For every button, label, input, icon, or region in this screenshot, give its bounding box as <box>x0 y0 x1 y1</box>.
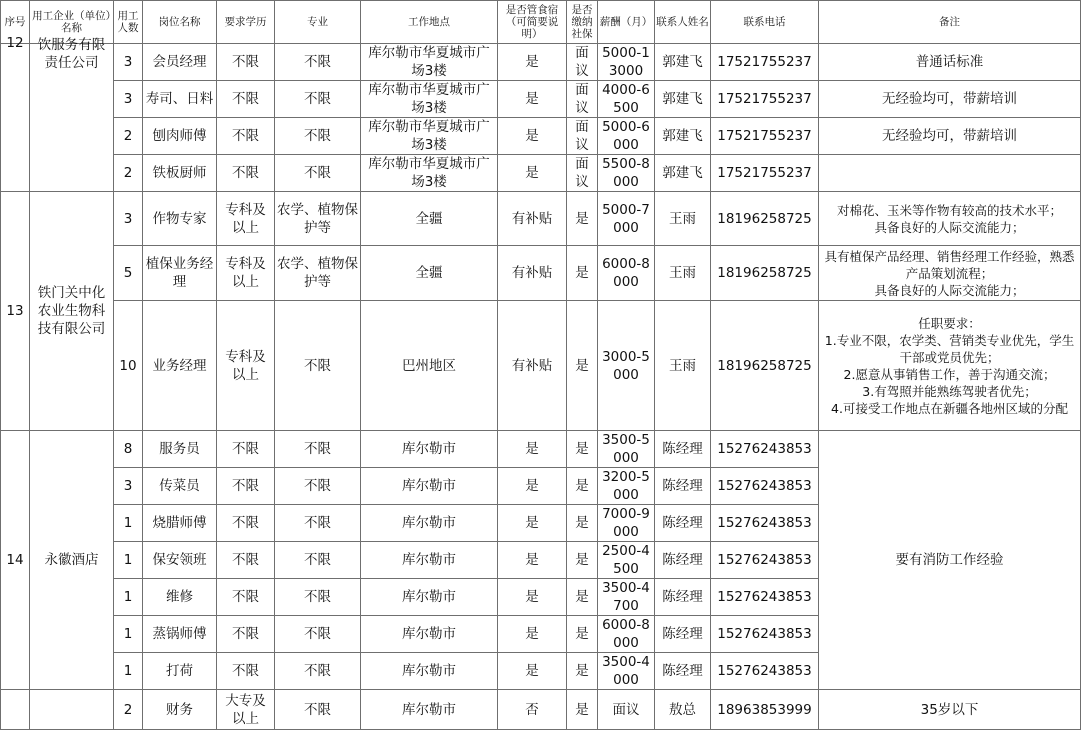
major-cell: 不限 <box>275 118 361 155</box>
salary-cell: 3500-4000 <box>598 653 655 690</box>
position-cell: 寿司、日料 <box>143 81 217 118</box>
phone-cell: 15276243853 <box>711 616 819 653</box>
position-cell: 会员经理 <box>143 44 217 81</box>
phone-cell: 17521755237 <box>711 44 819 81</box>
location-cell: 巴州地区 <box>361 301 498 431</box>
board-cell: 是 <box>498 81 567 118</box>
location-cell: 库尔勒市华夏城市广场3楼 <box>361 44 498 81</box>
location-cell: 库尔勒市华夏城市广场3楼 <box>361 118 498 155</box>
major-cell: 不限 <box>275 301 361 431</box>
education-cell: 不限 <box>217 468 275 505</box>
salary-cell: 3500-4700 <box>598 579 655 616</box>
board-cell: 否 <box>498 690 567 730</box>
location-cell: 库尔勒市 <box>361 579 498 616</box>
contact-cell: 郭建飞 <box>655 118 711 155</box>
insurance-cell: 是 <box>567 431 598 468</box>
company-cell <box>30 690 114 730</box>
count-cell: 5 <box>114 246 143 301</box>
education-cell: 专科及以上 <box>217 301 275 431</box>
company-cell: 铁门关中化农业生物科技有限公司 <box>30 192 114 431</box>
salary-cell: 4000-6500 <box>598 81 655 118</box>
remark-cell: 要有消防工作经验 <box>819 431 1081 690</box>
education-cell: 专科及以上 <box>217 246 275 301</box>
count-cell: 2 <box>114 118 143 155</box>
table-row <box>1 81 1081 118</box>
remark-cell: 无经验均可，带薪培训 <box>819 81 1081 118</box>
salary-cell: 3500-5000 <box>598 431 655 468</box>
major-cell: 不限 <box>275 542 361 579</box>
header-education: 要求学历 <box>217 1 275 44</box>
education-cell: 不限 <box>217 431 275 468</box>
insurance-cell: 面议 <box>567 81 598 118</box>
remark-cell: 任职要求： 1.专业不限，农学类、营销类专业优先，学生干部或党员优先； 2.愿意从事销售工作，善于沟通交流； 3.有驾照并能熟练驾驶者优先； 4.可接受工作地点在新疆各地州区域的分配 <box>819 301 1081 431</box>
position-cell: 烧腊师傅 <box>143 505 217 542</box>
major-cell: 不限 <box>275 690 361 730</box>
count-cell: 3 <box>114 81 143 118</box>
position-cell: 业务经理 <box>143 301 217 431</box>
count-cell: 3 <box>114 44 143 81</box>
major-cell: 不限 <box>275 81 361 118</box>
salary-cell: 5500-8000 <box>598 155 655 192</box>
header-contact: 联系人姓名 <box>655 1 711 44</box>
position-cell: 蒸锅师傅 <box>143 616 217 653</box>
location-cell: 库尔勒市 <box>361 431 498 468</box>
position-cell: 维修 <box>143 579 217 616</box>
seq-cell <box>1 690 30 730</box>
salary-cell: 5000-7000 <box>598 192 655 246</box>
table-row <box>1 118 1081 155</box>
major-cell: 不限 <box>275 579 361 616</box>
board-cell: 是 <box>498 118 567 155</box>
major-cell: 不限 <box>275 155 361 192</box>
count-cell: 1 <box>114 579 143 616</box>
phone-cell: 17521755237 <box>711 81 819 118</box>
insurance-cell: 是 <box>567 616 598 653</box>
salary-cell: 面议 <box>598 690 655 730</box>
major-cell: 农学、植物保护等 <box>275 246 361 301</box>
contact-cell: 王雨 <box>655 192 711 246</box>
phone-cell: 15276243853 <box>711 505 819 542</box>
position-cell: 服务员 <box>143 431 217 468</box>
position-cell: 财务 <box>143 690 217 730</box>
count-cell: 2 <box>114 155 143 192</box>
location-cell: 全疆 <box>361 192 498 246</box>
insurance-cell: 是 <box>567 468 598 505</box>
contact-cell: 敖总 <box>655 690 711 730</box>
count-cell: 8 <box>114 431 143 468</box>
table-row <box>1 301 1081 431</box>
remark-cell: 普通话标准 <box>819 44 1081 81</box>
header-insurance: 是否缴纳社保 <box>567 1 598 44</box>
education-cell: 专科及以上 <box>217 192 275 246</box>
board-cell: 是 <box>498 44 567 81</box>
contact-cell: 陈经理 <box>655 616 711 653</box>
location-cell: 库尔勒市华夏城市广场3楼 <box>361 81 498 118</box>
header-seq: 序号 <box>1 1 30 44</box>
contact-cell: 陈经理 <box>655 468 711 505</box>
board-cell: 有补贴 <box>498 192 567 246</box>
count-cell: 3 <box>114 192 143 246</box>
position-cell: 植保业务经理 <box>143 246 217 301</box>
salary-cell: 5000-13000 <box>598 44 655 81</box>
remark-cell <box>819 155 1081 192</box>
education-cell: 不限 <box>217 118 275 155</box>
position-cell: 保安领班 <box>143 542 217 579</box>
board-cell: 是 <box>498 579 567 616</box>
major-cell: 不限 <box>275 505 361 542</box>
education-cell: 不限 <box>217 44 275 81</box>
count-cell: 1 <box>114 505 143 542</box>
count-cell: 3 <box>114 468 143 505</box>
company-text <box>32 36 111 72</box>
major-cell: 不限 <box>275 44 361 81</box>
salary-cell: 2500-4500 <box>598 542 655 579</box>
remark-cell: 对棉花、玉米等作物有较高的技术水平； 具备良好的人际交流能力； <box>819 192 1081 246</box>
salary-cell: 3000-5000 <box>598 301 655 431</box>
table-row <box>1 246 1081 301</box>
header-remark: 备注 <box>819 1 1081 44</box>
phone-cell: 18196258725 <box>711 301 819 431</box>
company-line-tail: 责任公司 <box>44 55 99 71</box>
position-cell: 刨肉师傅 <box>143 118 217 155</box>
board-cell: 是 <box>498 542 567 579</box>
seq-cell: 14 <box>1 431 30 690</box>
education-cell: 不限 <box>217 579 275 616</box>
major-cell: 不限 <box>275 653 361 690</box>
insurance-cell: 是 <box>567 542 598 579</box>
salary-cell: 6000-8000 <box>598 246 655 301</box>
header-company: 用工企业（单位）名称 <box>30 1 114 44</box>
count-cell: 10 <box>114 301 143 431</box>
count-cell: 2 <box>114 690 143 730</box>
table-row <box>1 44 1081 81</box>
location-cell: 库尔勒市 <box>361 505 498 542</box>
major-cell: 不限 <box>275 431 361 468</box>
major-cell: 农学、植物保护等 <box>275 192 361 246</box>
insurance-cell: 面议 <box>567 44 598 81</box>
board-cell: 是 <box>498 653 567 690</box>
contact-cell: 陈经理 <box>655 542 711 579</box>
seq-text: 12 <box>6 35 24 51</box>
phone-cell: 15276243853 <box>711 579 819 616</box>
header-board: 是否管食宿（可简要说明） <box>498 1 567 44</box>
salary-cell: 7000-9000 <box>598 505 655 542</box>
insurance-cell: 面议 <box>567 118 598 155</box>
contact-cell: 陈经理 <box>655 653 711 690</box>
count-cell: 1 <box>114 616 143 653</box>
board-cell: 是 <box>498 505 567 542</box>
education-cell: 不限 <box>217 653 275 690</box>
header-phone: 联系电话 <box>711 1 819 44</box>
salary-cell: 6000-8000 <box>598 616 655 653</box>
location-cell: 全疆 <box>361 246 498 301</box>
major-cell: 不限 <box>275 616 361 653</box>
position-cell: 铁板厨师 <box>143 155 217 192</box>
table-row <box>1 192 1081 246</box>
location-cell: 库尔勒市 <box>361 653 498 690</box>
remark-cell: 无经验均可，带薪培训 <box>819 118 1081 155</box>
seq-cell: 13 <box>1 192 30 431</box>
education-cell: 不限 <box>217 542 275 579</box>
contact-cell: 陈经理 <box>655 431 711 468</box>
location-cell: 库尔勒市 <box>361 542 498 579</box>
count-cell: 1 <box>114 653 143 690</box>
insurance-cell: 面议 <box>567 155 598 192</box>
contact-cell: 王雨 <box>655 246 711 301</box>
location-cell: 库尔勒市华夏城市广场3楼 <box>361 155 498 192</box>
contact-cell: 郭建飞 <box>655 155 711 192</box>
board-cell: 是 <box>498 431 567 468</box>
contact-cell: 王雨 <box>655 301 711 431</box>
insurance-cell: 是 <box>567 579 598 616</box>
contact-cell: 郭建飞 <box>655 81 711 118</box>
phone-cell: 15276243853 <box>711 542 819 579</box>
education-cell: 不限 <box>217 616 275 653</box>
contact-cell: 陈经理 <box>655 505 711 542</box>
insurance-cell: 是 <box>567 192 598 246</box>
position-cell: 打荷 <box>143 653 217 690</box>
header-count: 用工人数 <box>114 1 143 44</box>
header-major: 专业 <box>275 1 361 44</box>
header-location: 工作地点 <box>361 1 498 44</box>
company-line-cut: 饮服务有限 <box>37 37 106 53</box>
contact-cell: 陈经理 <box>655 579 711 616</box>
table-row <box>1 155 1081 192</box>
board-cell: 是 <box>498 616 567 653</box>
position-cell: 传菜员 <box>143 468 217 505</box>
insurance-cell: 是 <box>567 653 598 690</box>
remark-cell: 具有植保产品经理、销售经理工作经验，熟悉产品策划流程； 具备良好的人际交流能力； <box>819 246 1081 301</box>
insurance-cell: 是 <box>567 301 598 431</box>
board-cell: 是 <box>498 468 567 505</box>
phone-cell: 18963853999 <box>711 690 819 730</box>
salary-cell: 5000-6000 <box>598 118 655 155</box>
phone-cell: 15276243853 <box>711 431 819 468</box>
education-cell: 不限 <box>217 81 275 118</box>
insurance-cell: 是 <box>567 690 598 730</box>
board-cell: 有补贴 <box>498 301 567 431</box>
board-cell: 是 <box>498 155 567 192</box>
table-row <box>1 431 1081 468</box>
position-cell: 作物专家 <box>143 192 217 246</box>
header-salary: 薪酬（月） <box>598 1 655 44</box>
major-cell: 不限 <box>275 468 361 505</box>
phone-cell: 18196258725 <box>711 192 819 246</box>
count-cell: 1 <box>114 542 143 579</box>
company-cell <box>30 37 114 192</box>
location-cell: 库尔勒市 <box>361 468 498 505</box>
phone-cell: 17521755237 <box>711 155 819 192</box>
insurance-cell: 是 <box>567 505 598 542</box>
phone-cell: 15276243853 <box>711 468 819 505</box>
location-cell: 库尔勒市 <box>361 616 498 653</box>
education-cell: 不限 <box>217 155 275 192</box>
education-cell: 大专及以上 <box>217 690 275 730</box>
seq-cell <box>1 35 30 192</box>
contact-cell: 郭建飞 <box>655 44 711 81</box>
board-cell: 有补贴 <box>498 246 567 301</box>
company-cell: 永徽酒店 <box>30 431 114 690</box>
salary-cell: 3200-5000 <box>598 468 655 505</box>
table-row <box>1 690 1081 730</box>
location-cell: 库尔勒市 <box>361 690 498 730</box>
header-row <box>1 1 1081 44</box>
phone-cell: 18196258725 <box>711 246 819 301</box>
phone-cell: 15276243853 <box>711 653 819 690</box>
header-position: 岗位名称 <box>143 1 217 44</box>
phone-cell: 17521755237 <box>711 118 819 155</box>
insurance-cell: 是 <box>567 246 598 301</box>
education-cell: 不限 <box>217 505 275 542</box>
remark-cell: 35岁以下 <box>819 690 1081 730</box>
